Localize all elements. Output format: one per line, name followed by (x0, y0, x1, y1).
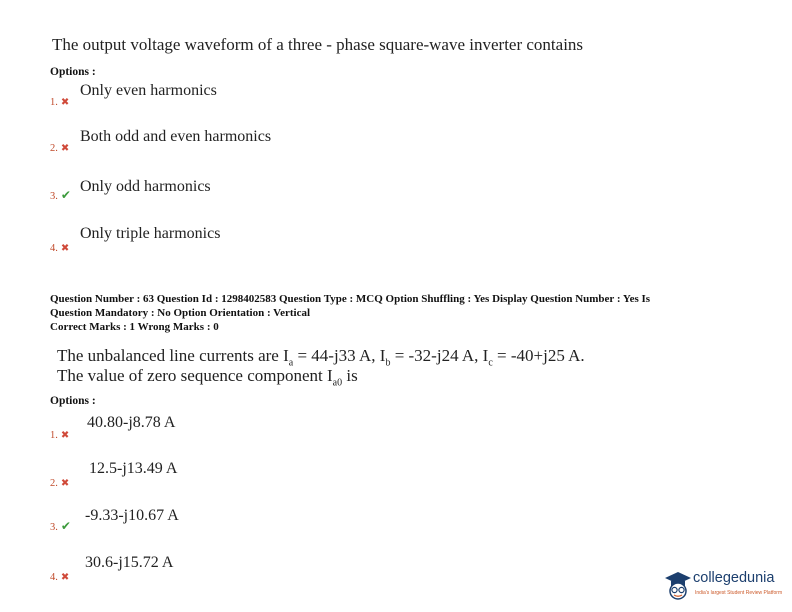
option-number: 4. (50, 572, 58, 583)
wrong-icon: ✖ (60, 572, 70, 583)
logo-name: collegedunia (693, 570, 775, 586)
q1-option-3 (50, 186, 71, 204)
question-1-text: The output voltage waveform of a three - phase square-wave inverter contains (52, 35, 584, 54)
options-label-1: Options : (50, 66, 96, 78)
collegedunia-logo (664, 568, 788, 606)
q2-option-2 (50, 473, 69, 491)
question-meta-line-3: Correct Marks : 1 Wrong Marks : 0 (50, 321, 219, 333)
q2-option-3-text: -9.33-j10.67 A (85, 507, 179, 524)
wrong-icon: ✖ (60, 478, 70, 489)
wrong-icon: ✖ (60, 143, 70, 154)
text-segment: is (342, 366, 358, 385)
q2-option-3 (50, 517, 71, 535)
option-number: 4. (50, 243, 58, 254)
wrong-icon: ✖ (60, 430, 70, 441)
option-number: 1. (50, 430, 58, 441)
graduate-icon (664, 570, 692, 600)
q2-option-4-text: 30.6-j15.72 A (85, 554, 174, 571)
option-number: 3. (50, 191, 58, 202)
q1-option-1-text: Only even harmonics (80, 82, 217, 99)
option-number: 2. (50, 478, 58, 489)
text-segment: = -40+j25 A. (492, 346, 585, 365)
q2-option-2-text: 12.5-j13.49 A (89, 460, 178, 477)
q1-option-1 (50, 92, 69, 110)
q1-option-2-text: Both odd and even harmonics (80, 128, 272, 145)
question-meta-line-2: Question Mandatory : No Option Orientation : Vertical (50, 307, 311, 319)
q1-option-4-text: Only triple harmonics (80, 225, 221, 242)
q1-option-4 (50, 238, 69, 256)
subscript: a (288, 357, 294, 369)
option-number: 3. (50, 522, 58, 533)
wrong-icon: ✖ (60, 243, 70, 254)
q1-option-3-text: Only odd harmonics (80, 178, 211, 195)
subscript: c (488, 357, 493, 369)
check-icon: ✔ (60, 188, 71, 202)
wrong-icon: ✖ (60, 97, 70, 108)
option-number: 2. (50, 143, 58, 154)
q1-option-2 (50, 138, 69, 156)
text-segment: The unbalanced line currents are I (57, 346, 289, 365)
q2-option-1-text: 40.80-j8.78 A (87, 414, 176, 431)
question-2-line-2 (57, 366, 358, 388)
text-segment: = 44-j33 A, I (293, 346, 386, 365)
q2-option-1 (50, 425, 69, 443)
subscript: b (385, 357, 391, 369)
logo-tagline: India's largest Student Review Platform (695, 590, 783, 596)
check-icon: ✔ (60, 519, 71, 533)
subscript: a0 (332, 377, 343, 389)
text-segment: = -32-j24 A, I (390, 346, 489, 365)
question-meta-line-1: Question Number : 63 Question Id : 1298402583 Question Type : MCQ Option Shuffling : Yes Display Question Number : Yes Is (50, 293, 651, 305)
options-label-2: Options : (50, 395, 96, 407)
q2-option-4 (50, 567, 69, 585)
text-segment: The value of zero sequence component I (57, 366, 333, 385)
option-number: 1. (50, 97, 58, 108)
